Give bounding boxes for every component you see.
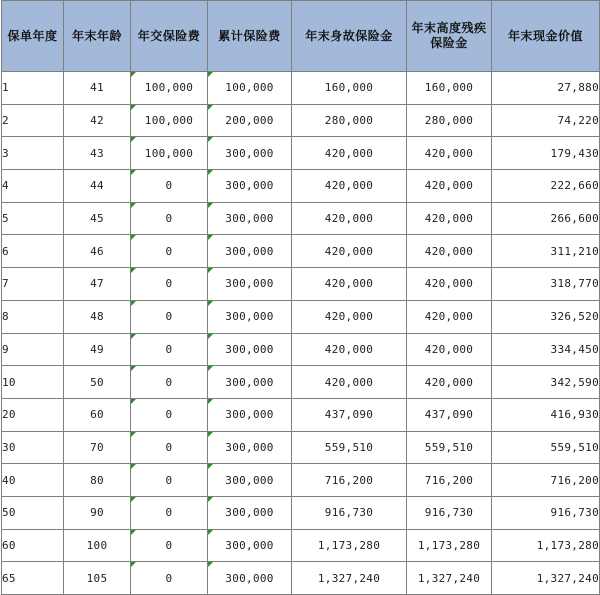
table-row (2, 464, 600, 497)
cell-age: 46 (64, 235, 131, 268)
cell-policy-year: 7 (2, 268, 64, 301)
cell-marker-icon (208, 334, 213, 339)
cell-death-benefit: 160,000 (292, 72, 407, 105)
table-row (2, 431, 600, 464)
cell-age: 105 (64, 562, 131, 595)
cell-death-benefit: 420,000 (292, 202, 407, 235)
cell-cumulative-premium: 300,000 (208, 137, 292, 170)
cell-death-benefit: 1,173,280 (292, 529, 407, 562)
cell-annual-premium: 0 (131, 529, 208, 562)
cell-death-benefit: 437,090 (292, 398, 407, 431)
cell-annual-premium: 100,000 (131, 72, 208, 105)
cell-policy-year: 9 (2, 333, 64, 366)
cell-age: 43 (64, 137, 131, 170)
cell-disability-benefit: 420,000 (407, 268, 492, 301)
cell-disability-benefit: 160,000 (407, 72, 492, 105)
table-row (2, 562, 600, 595)
cell-cumulative-premium: 300,000 (208, 464, 292, 497)
cell-cumulative-premium: 300,000 (208, 268, 292, 301)
cell-policy-year: 60 (2, 529, 64, 562)
cell-cumulative-premium: 300,000 (208, 529, 292, 562)
cell-marker-icon (208, 366, 213, 371)
cell-annual-premium: 100,000 (131, 137, 208, 170)
cell-marker-icon (208, 562, 213, 567)
cell-cumulative-premium: 300,000 (208, 366, 292, 399)
cell-age: 48 (64, 300, 131, 333)
cell-policy-year: 1 (2, 72, 64, 105)
cell-disability-benefit: 420,000 (407, 333, 492, 366)
table-row (2, 104, 600, 137)
table-row (2, 235, 600, 268)
cell-marker-icon (208, 105, 213, 110)
cell-annual-premium: 0 (131, 366, 208, 399)
cell-age: 60 (64, 398, 131, 431)
cell-annual-premium: 0 (131, 398, 208, 431)
cell-policy-year: 5 (2, 202, 64, 235)
cell-annual-premium: 0 (131, 235, 208, 268)
header-disability-benefit: 年末高度残疾保险金 (407, 1, 492, 72)
cell-marker-icon (208, 399, 213, 404)
cell-cash-value: 716,200 (492, 464, 600, 497)
cell-death-benefit: 559,510 (292, 431, 407, 464)
cell-annual-premium: 0 (131, 170, 208, 203)
cell-policy-year: 8 (2, 300, 64, 333)
cell-cash-value: 74,220 (492, 104, 600, 137)
cell-marker-icon (208, 497, 213, 502)
cell-disability-benefit: 420,000 (407, 366, 492, 399)
cell-death-benefit: 916,730 (292, 496, 407, 529)
cell-death-benefit: 420,000 (292, 235, 407, 268)
cell-cumulative-premium: 300,000 (208, 235, 292, 268)
cell-cash-value: 916,730 (492, 496, 600, 529)
cell-disability-benefit: 280,000 (407, 104, 492, 137)
cell-policy-year: 50 (2, 496, 64, 529)
cell-marker-icon (208, 268, 213, 273)
cell-cumulative-premium: 200,000 (208, 104, 292, 137)
cell-marker-icon (131, 105, 136, 110)
cell-marker-icon (131, 72, 136, 77)
cell-marker-icon (208, 530, 213, 535)
cell-marker-icon (131, 562, 136, 567)
cell-death-benefit: 420,000 (292, 170, 407, 203)
cell-annual-premium: 100,000 (131, 104, 208, 137)
cell-disability-benefit: 1,327,240 (407, 562, 492, 595)
table-row (2, 202, 600, 235)
cell-cash-value: 326,520 (492, 300, 600, 333)
cell-disability-benefit: 420,000 (407, 235, 492, 268)
cell-cumulative-premium: 300,000 (208, 170, 292, 203)
cell-annual-premium: 0 (131, 562, 208, 595)
cell-age: 47 (64, 268, 131, 301)
cell-cash-value: 27,880 (492, 72, 600, 105)
cell-policy-year: 10 (2, 366, 64, 399)
table-row (2, 398, 600, 431)
cell-marker-icon (131, 366, 136, 371)
cell-death-benefit: 420,000 (292, 137, 407, 170)
cell-marker-icon (208, 170, 213, 175)
cell-policy-year: 4 (2, 170, 64, 203)
table-row (2, 137, 600, 170)
cell-age: 90 (64, 496, 131, 529)
cell-cumulative-premium: 300,000 (208, 496, 292, 529)
cell-marker-icon (131, 170, 136, 175)
cell-marker-icon (131, 137, 136, 142)
cell-policy-year: 2 (2, 104, 64, 137)
benefit-table (1, 0, 600, 595)
cell-age: 44 (64, 170, 131, 203)
cell-cumulative-premium: 300,000 (208, 333, 292, 366)
cell-marker-icon (131, 464, 136, 469)
header-policy-year: 保单年度 (2, 1, 64, 72)
cell-marker-icon (208, 432, 213, 437)
cell-death-benefit: 420,000 (292, 333, 407, 366)
table-row (2, 366, 600, 399)
cell-death-benefit: 420,000 (292, 366, 407, 399)
cell-disability-benefit: 420,000 (407, 300, 492, 333)
cell-marker-icon (131, 497, 136, 502)
cell-age: 100 (64, 529, 131, 562)
cell-cash-value: 318,770 (492, 268, 600, 301)
cell-cash-value: 266,600 (492, 202, 600, 235)
cell-death-benefit: 420,000 (292, 300, 407, 333)
cell-marker-icon (208, 137, 213, 142)
table-row (2, 333, 600, 366)
cell-cash-value: 179,430 (492, 137, 600, 170)
cell-cash-value: 1,173,280 (492, 529, 600, 562)
cell-cumulative-premium: 100,000 (208, 72, 292, 105)
cell-marker-icon (131, 399, 136, 404)
cell-cash-value: 1,327,240 (492, 562, 600, 595)
table-row (2, 496, 600, 529)
cell-annual-premium: 0 (131, 496, 208, 529)
cell-cash-value: 559,510 (492, 431, 600, 464)
header-death-benefit: 年末身故保险金 (292, 1, 407, 72)
cell-annual-premium: 0 (131, 268, 208, 301)
cell-death-benefit: 716,200 (292, 464, 407, 497)
header-cash-value: 年末现金价值 (492, 1, 600, 72)
cell-annual-premium: 0 (131, 333, 208, 366)
cell-age: 49 (64, 333, 131, 366)
header-cumulative-premium: 累计保险费 (208, 1, 292, 72)
cell-marker-icon (131, 432, 136, 437)
table-row (2, 268, 600, 301)
cell-disability-benefit: 1,173,280 (407, 529, 492, 562)
table-body (2, 72, 600, 595)
cell-cash-value: 342,590 (492, 366, 600, 399)
cell-policy-year: 30 (2, 431, 64, 464)
cell-policy-year: 6 (2, 235, 64, 268)
cell-cumulative-premium: 300,000 (208, 202, 292, 235)
cell-marker-icon (131, 235, 136, 240)
table-row (2, 300, 600, 333)
table-row (2, 170, 600, 203)
cell-cumulative-premium: 300,000 (208, 398, 292, 431)
cell-death-benefit: 280,000 (292, 104, 407, 137)
cell-age: 80 (64, 464, 131, 497)
cell-marker-icon (131, 334, 136, 339)
cell-age: 45 (64, 202, 131, 235)
cell-annual-premium: 0 (131, 464, 208, 497)
cell-age: 50 (64, 366, 131, 399)
cell-marker-icon (208, 72, 213, 77)
cell-disability-benefit: 420,000 (407, 170, 492, 203)
header-annual-premium: 年交保险费 (131, 1, 208, 72)
header-row (2, 1, 600, 72)
cell-age: 70 (64, 431, 131, 464)
cell-disability-benefit: 420,000 (407, 137, 492, 170)
cell-marker-icon (208, 203, 213, 208)
cell-disability-benefit: 716,200 (407, 464, 492, 497)
cell-death-benefit: 1,327,240 (292, 562, 407, 595)
cell-cash-value: 311,210 (492, 235, 600, 268)
cell-policy-year: 40 (2, 464, 64, 497)
cell-marker-icon (131, 268, 136, 273)
cell-disability-benefit: 916,730 (407, 496, 492, 529)
cell-disability-benefit: 437,090 (407, 398, 492, 431)
cell-annual-premium: 0 (131, 202, 208, 235)
cell-cumulative-premium: 300,000 (208, 300, 292, 333)
cell-cash-value: 222,660 (492, 170, 600, 203)
cell-age: 42 (64, 104, 131, 137)
cell-age: 41 (64, 72, 131, 105)
cell-death-benefit: 420,000 (292, 268, 407, 301)
cell-marker-icon (208, 464, 213, 469)
cell-annual-premium: 0 (131, 431, 208, 464)
cell-cumulative-premium: 300,000 (208, 562, 292, 595)
cell-cash-value: 416,930 (492, 398, 600, 431)
cell-marker-icon (131, 203, 136, 208)
cell-marker-icon (131, 301, 136, 306)
cell-disability-benefit: 559,510 (407, 431, 492, 464)
cell-policy-year: 65 (2, 562, 64, 595)
cell-annual-premium: 0 (131, 300, 208, 333)
cell-marker-icon (208, 235, 213, 240)
table-row (2, 529, 600, 562)
cell-policy-year: 3 (2, 137, 64, 170)
cell-marker-icon (208, 301, 213, 306)
cell-disability-benefit: 420,000 (407, 202, 492, 235)
cell-cumulative-premium: 300,000 (208, 431, 292, 464)
cell-marker-icon (131, 530, 136, 535)
header-age-at-year-end: 年末年龄 (64, 1, 131, 72)
cell-cash-value: 334,450 (492, 333, 600, 366)
cell-policy-year: 20 (2, 398, 64, 431)
table-row (2, 72, 600, 105)
